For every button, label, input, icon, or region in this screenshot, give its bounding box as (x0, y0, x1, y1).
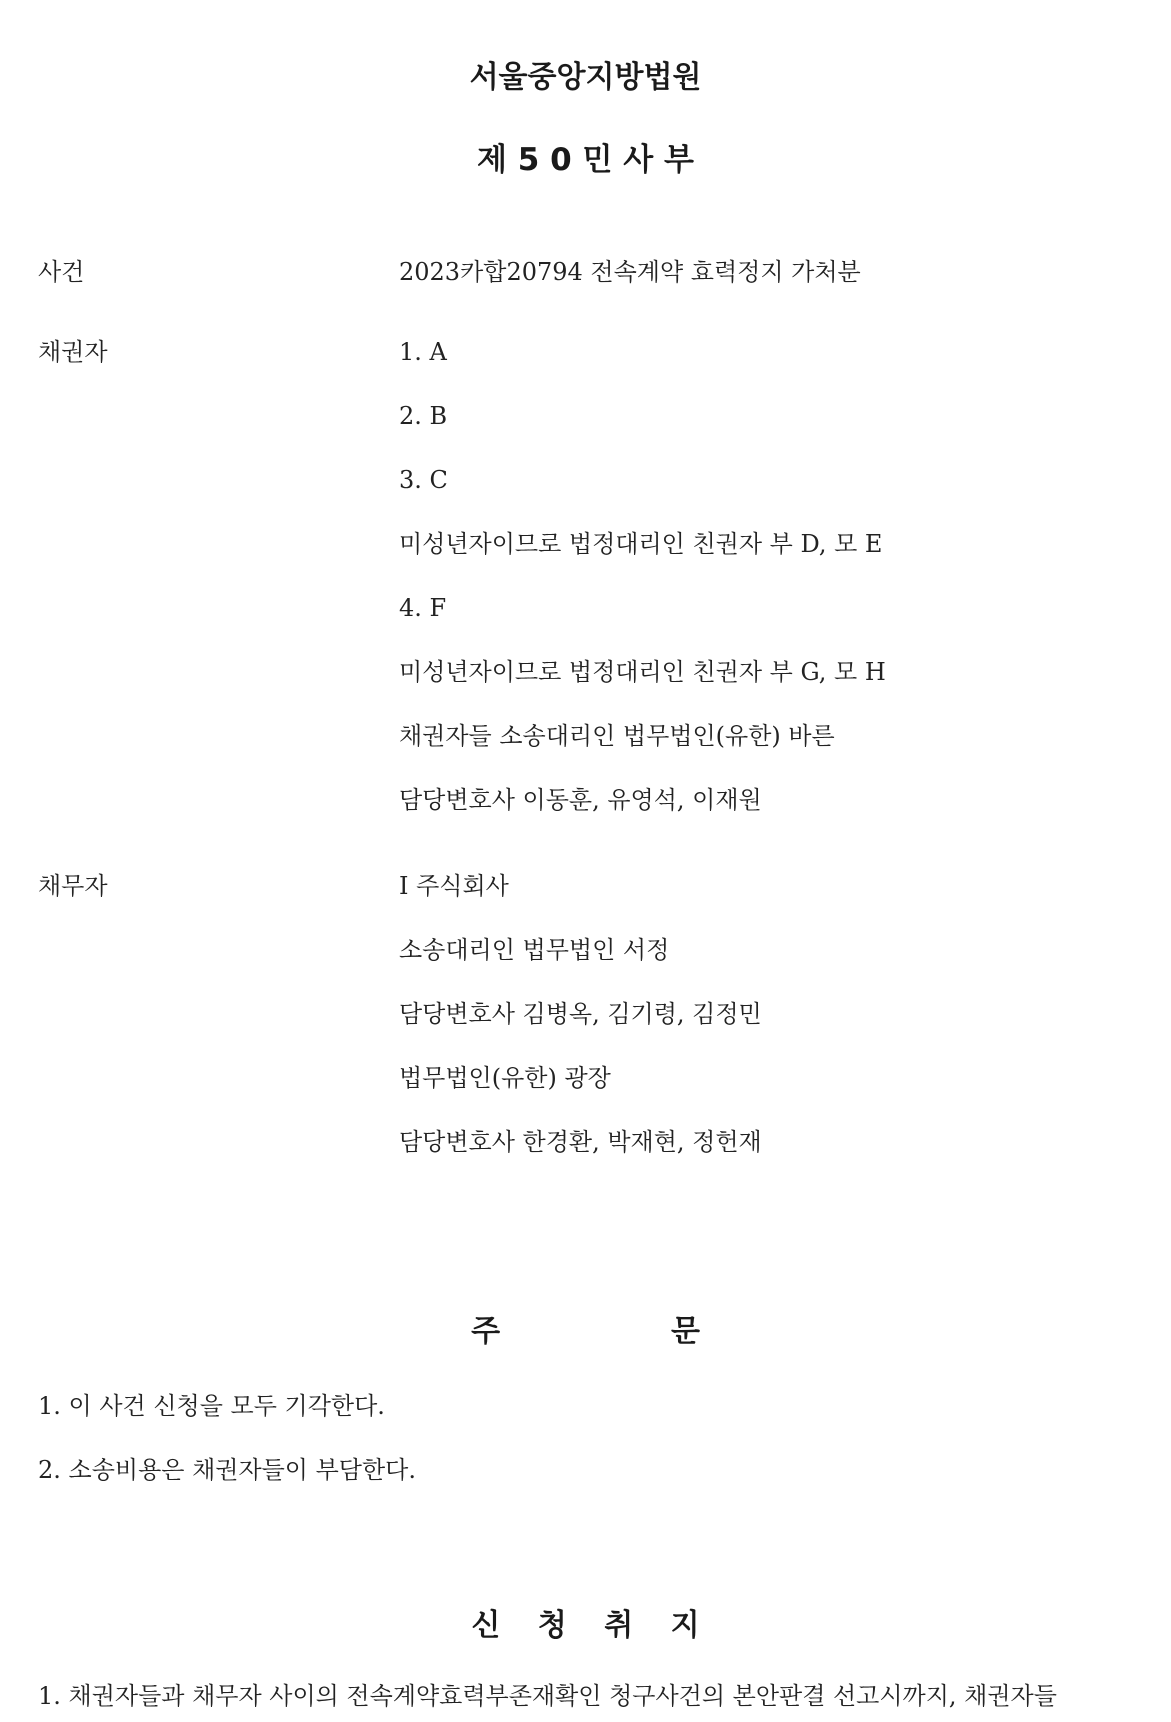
division-title: 제 5 0 민 사 부 (477, 142, 694, 178)
debtor-line: 법무법인(유한) 광장 (399, 1064, 611, 1092)
creditor-line: 담당변호사 이동훈, 유영석, 이재원 (399, 786, 762, 814)
creditor-label: 채권자 (38, 338, 108, 366)
creditor-line: 미성년자이므로 법정대리인 친권자 부 G, 모 H (399, 658, 886, 686)
debtor-line: I 주식회사 (399, 872, 509, 900)
case-label: 사건 (38, 258, 85, 286)
creditor-line: 2. B (399, 402, 448, 430)
creditor-line: 미성년자이므로 법정대리인 친권자 부 D, 모 E (399, 530, 883, 558)
creditor-line: 3. C (399, 466, 448, 494)
order-heading (0, 1306, 1171, 1350)
debtor-line: 담당변호사 한경환, 박재현, 정헌재 (399, 1128, 762, 1156)
order-item: 2. 소송비용은 채권자들이 부담한다. (38, 1456, 416, 1484)
creditor-line: 채권자들 소송대리인 법무법인(유한) 바른 (399, 722, 835, 750)
order-item: 1. 이 사건 신청을 모두 기각한다. (38, 1392, 385, 1420)
petition-heading (0, 1600, 1171, 1644)
petition-heading-char: 청 (537, 1608, 567, 1643)
order-heading-char: 문 (670, 1314, 700, 1349)
court-name: 서울중앙지방법원 (469, 60, 702, 95)
creditor-line: 1. A (399, 338, 447, 366)
debtor-line: 담당변호사 김병옥, 김기령, 김정민 (399, 1000, 762, 1028)
creditor-line: 4. F (399, 594, 447, 622)
debtor-line: 소송대리인 법무법인 서정 (399, 936, 670, 964)
order-heading-char: 주 (471, 1314, 501, 1349)
petition-heading-char: 지 (670, 1608, 700, 1643)
petition-heading-char: 신 (471, 1608, 501, 1643)
petition-item: 1. 채권자들과 채무자 사이의 전속계약효력부존재확인 청구사건의 본안판결 선고시까지, 채권자들 (38, 1682, 1057, 1710)
debtor-label: 채무자 (38, 872, 108, 900)
petition-heading-char: 취 (604, 1608, 634, 1643)
case-value: 2023카합20794 전속계약 효력정지 가처분 (399, 258, 861, 286)
